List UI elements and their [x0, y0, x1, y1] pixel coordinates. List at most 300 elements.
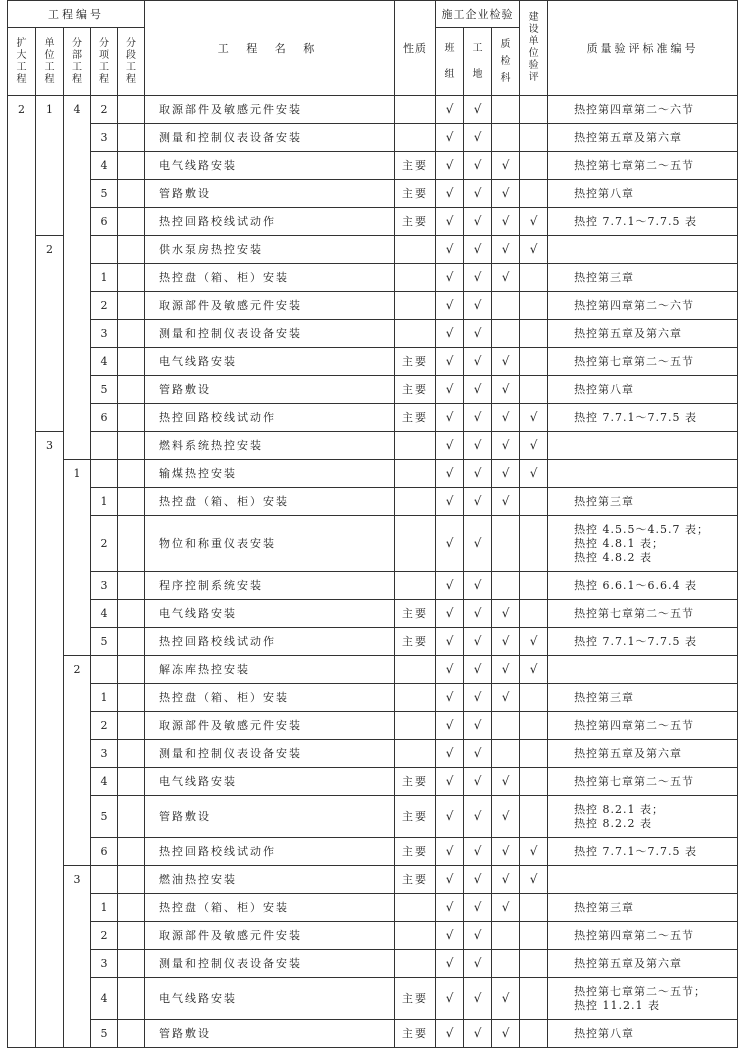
code-unit [36, 1020, 64, 1048]
code-division: 1 [64, 460, 91, 488]
nature [395, 124, 436, 152]
check-qc [492, 292, 520, 320]
code-unit [36, 264, 64, 292]
table-row [8, 348, 738, 376]
code-division [64, 488, 91, 516]
project-name: 测量和控制仪表设备安装 [145, 950, 395, 978]
code-item: 3 [91, 124, 118, 152]
check-site: √ [464, 236, 492, 264]
check-qc: √ [492, 460, 520, 488]
code-unit [36, 600, 64, 628]
code-unit [36, 628, 64, 656]
check-qc [492, 950, 520, 978]
header-code-group: 工程编号 [8, 1, 145, 28]
table-row [8, 978, 738, 1020]
nature [395, 740, 436, 768]
standard-ref: 热控第三章 [548, 488, 738, 516]
table-row [8, 432, 738, 460]
project-name: 物位和称重仪表安装 [145, 516, 395, 572]
check-qc [492, 740, 520, 768]
check-team: √ [436, 320, 464, 348]
code-item: 4 [91, 348, 118, 376]
check-owner [520, 740, 548, 768]
standard-ref: 热控第五章及第六章 [548, 740, 738, 768]
code-expand [8, 838, 36, 866]
check-owner: √ [520, 656, 548, 684]
code-section [118, 796, 145, 838]
code-expand [8, 600, 36, 628]
code-unit [36, 320, 64, 348]
code-division [64, 796, 91, 838]
header-team: 班组 [436, 28, 464, 96]
code-section [118, 152, 145, 180]
code-division [64, 208, 91, 236]
check-site: √ [464, 264, 492, 292]
project-name: 电气线路安装 [145, 152, 395, 180]
code-section [118, 432, 145, 460]
table-row [8, 656, 738, 684]
code-section [118, 516, 145, 572]
standard-ref: 热控第四章第二～五节 [548, 922, 738, 950]
check-site: √ [464, 922, 492, 950]
nature [395, 320, 436, 348]
table-row [8, 740, 738, 768]
table-row [8, 950, 738, 978]
check-team: √ [436, 768, 464, 796]
check-team: √ [436, 1020, 464, 1048]
code-division [64, 740, 91, 768]
code-section [118, 236, 145, 264]
table-row [8, 838, 738, 866]
header-project-name: 工 程 名 称 [145, 1, 395, 96]
code-section [118, 180, 145, 208]
nature [395, 684, 436, 712]
check-owner [520, 96, 548, 124]
code-item [91, 866, 118, 894]
project-name: 热控回路校线试动作 [145, 838, 395, 866]
check-owner [520, 124, 548, 152]
code-section [118, 460, 145, 488]
code-expand: 2 [8, 96, 36, 124]
code-item: 2 [91, 712, 118, 740]
check-site: √ [464, 376, 492, 404]
code-item: 5 [91, 796, 118, 838]
table-row [8, 1020, 738, 1048]
check-team: √ [436, 292, 464, 320]
check-site: √ [464, 208, 492, 236]
check-team: √ [436, 978, 464, 1020]
standard-ref: 热控第五章及第六章 [548, 950, 738, 978]
code-section [118, 348, 145, 376]
standard-ref [548, 866, 738, 894]
engineering-division-table [7, 0, 738, 1048]
code-item: 3 [91, 950, 118, 978]
code-expand [8, 866, 36, 894]
code-item [91, 236, 118, 264]
project-name: 热控盘（箱、柜）安装 [145, 684, 395, 712]
header-construction-group: 施工企业检验 [436, 1, 520, 28]
code-division [64, 572, 91, 600]
project-name: 供水泵房热控安装 [145, 236, 395, 264]
code-section [118, 712, 145, 740]
nature: 主要 [395, 152, 436, 180]
code-division [64, 376, 91, 404]
code-division: 4 [64, 96, 91, 124]
project-name: 燃料系统热控安装 [145, 432, 395, 460]
code-section [118, 922, 145, 950]
code-item [91, 460, 118, 488]
check-qc: √ [492, 600, 520, 628]
check-site: √ [464, 488, 492, 516]
project-name: 测量和控制仪表设备安装 [145, 124, 395, 152]
check-qc: √ [492, 376, 520, 404]
code-section [118, 838, 145, 866]
standard-ref: 热控第三章 [548, 894, 738, 922]
code-unit [36, 180, 64, 208]
check-team: √ [436, 348, 464, 376]
standard-ref: 热控第七章第二～五节 [548, 348, 738, 376]
table-row [8, 712, 738, 740]
code-expand [8, 292, 36, 320]
code-unit [36, 348, 64, 376]
header-section-project: 分段工程 [118, 28, 145, 96]
check-owner [520, 516, 548, 572]
code-unit: 3 [36, 432, 64, 460]
nature [395, 922, 436, 950]
project-name: 程序控制系统安装 [145, 572, 395, 600]
check-team: √ [436, 96, 464, 124]
code-unit [36, 488, 64, 516]
code-section [118, 488, 145, 516]
code-item [91, 656, 118, 684]
table-row [8, 796, 738, 838]
code-section [118, 768, 145, 796]
table-row [8, 180, 738, 208]
check-site: √ [464, 656, 492, 684]
check-qc: √ [492, 656, 520, 684]
code-expand [8, 208, 36, 236]
code-item: 4 [91, 978, 118, 1020]
table-row [8, 264, 738, 292]
check-owner [520, 950, 548, 978]
code-item: 6 [91, 208, 118, 236]
check-owner [520, 572, 548, 600]
code-expand [8, 152, 36, 180]
code-expand [8, 488, 36, 516]
nature: 主要 [395, 376, 436, 404]
nature [395, 572, 436, 600]
code-item: 1 [91, 264, 118, 292]
check-owner [520, 376, 548, 404]
check-site: √ [464, 572, 492, 600]
project-name: 燃油热控安装 [145, 866, 395, 894]
check-qc: √ [492, 180, 520, 208]
code-expand [8, 894, 36, 922]
code-unit [36, 740, 64, 768]
check-owner: √ [520, 866, 548, 894]
check-owner [520, 894, 548, 922]
code-division: 2 [64, 656, 91, 684]
check-team: √ [436, 124, 464, 152]
check-qc: √ [492, 684, 520, 712]
code-division [64, 894, 91, 922]
check-owner [520, 600, 548, 628]
check-owner [520, 684, 548, 712]
check-qc: √ [492, 432, 520, 460]
header-division-project: 分部工程 [64, 28, 91, 96]
code-expand [8, 978, 36, 1020]
check-owner [520, 320, 548, 348]
code-section [118, 740, 145, 768]
project-name: 管路敷设 [145, 180, 395, 208]
code-unit [36, 838, 64, 866]
code-section [118, 96, 145, 124]
project-name: 电气线路安装 [145, 768, 395, 796]
code-unit [36, 950, 64, 978]
table-row [8, 488, 738, 516]
check-owner: √ [520, 432, 548, 460]
standard-ref: 热控 7.7.1～7.7.5 表 [548, 208, 738, 236]
check-site: √ [464, 740, 492, 768]
code-division [64, 978, 91, 1020]
code-division [64, 628, 91, 656]
code-unit [36, 572, 64, 600]
check-site: √ [464, 978, 492, 1020]
table-row [8, 600, 738, 628]
code-division [64, 1020, 91, 1048]
check-owner [520, 978, 548, 1020]
table-row [8, 572, 738, 600]
check-site: √ [464, 768, 492, 796]
standard-ref: 热控第八章 [548, 376, 738, 404]
check-site: √ [464, 684, 492, 712]
code-unit [36, 684, 64, 712]
check-team: √ [436, 866, 464, 894]
code-division [64, 404, 91, 432]
table-row [8, 404, 738, 432]
check-site: √ [464, 320, 492, 348]
check-site: √ [464, 460, 492, 488]
check-qc [492, 516, 520, 572]
nature: 主要 [395, 768, 436, 796]
code-division [64, 292, 91, 320]
nature [395, 292, 436, 320]
code-expand [8, 922, 36, 950]
code-section [118, 124, 145, 152]
check-owner [520, 152, 548, 180]
table-row [8, 292, 738, 320]
project-name: 热控回路校线试动作 [145, 208, 395, 236]
code-expand [8, 628, 36, 656]
code-section [118, 866, 145, 894]
standard-ref: 热控第八章 [548, 1020, 738, 1048]
table-row [8, 96, 738, 124]
code-expand [8, 712, 36, 740]
check-owner [520, 348, 548, 376]
table-row [8, 628, 738, 656]
code-section [118, 292, 145, 320]
check-site: √ [464, 152, 492, 180]
standard-ref: 热控 7.7.1～7.7.5 表 [548, 628, 738, 656]
nature: 主要 [395, 1020, 436, 1048]
code-item: 4 [91, 152, 118, 180]
check-site: √ [464, 516, 492, 572]
code-expand [8, 376, 36, 404]
project-name: 热控回路校线试动作 [145, 628, 395, 656]
code-division: 3 [64, 866, 91, 894]
check-qc [492, 712, 520, 740]
check-team: √ [436, 432, 464, 460]
check-qc [492, 96, 520, 124]
standard-ref: 热控第七章第二～五节 [548, 768, 738, 796]
nature [395, 96, 436, 124]
check-owner [520, 796, 548, 838]
code-division [64, 712, 91, 740]
check-team: √ [436, 376, 464, 404]
table-row [8, 768, 738, 796]
check-qc [492, 572, 520, 600]
check-site: √ [464, 600, 492, 628]
table-row [8, 922, 738, 950]
check-qc: √ [492, 348, 520, 376]
code-division [64, 124, 91, 152]
header-standard: 质量验评标准编号 [548, 1, 738, 96]
code-unit [36, 516, 64, 572]
code-item: 6 [91, 404, 118, 432]
code-unit [36, 866, 64, 894]
check-owner: √ [520, 236, 548, 264]
code-unit [36, 656, 64, 684]
check-team: √ [436, 796, 464, 838]
project-name: 取源部件及敏感元件安装 [145, 292, 395, 320]
project-name: 热控回路校线试动作 [145, 404, 395, 432]
code-expand [8, 124, 36, 152]
check-team: √ [436, 656, 464, 684]
code-unit [36, 978, 64, 1020]
check-team: √ [436, 684, 464, 712]
check-team: √ [436, 922, 464, 950]
check-qc: √ [492, 978, 520, 1020]
project-name: 热控盘（箱、柜）安装 [145, 264, 395, 292]
project-name: 电气线路安装 [145, 600, 395, 628]
check-qc: √ [492, 866, 520, 894]
check-site: √ [464, 796, 492, 838]
code-expand [8, 768, 36, 796]
check-site: √ [464, 894, 492, 922]
project-name: 测量和控制仪表设备安装 [145, 740, 395, 768]
code-division [64, 922, 91, 950]
code-expand [8, 796, 36, 838]
check-site: √ [464, 866, 492, 894]
check-owner [520, 264, 548, 292]
project-name: 解冻库热控安装 [145, 656, 395, 684]
standard-ref: 热控第五章及第六章 [548, 320, 738, 348]
code-division [64, 320, 91, 348]
standard-ref: 热控第四章第二～六节 [548, 96, 738, 124]
project-name: 测量和控制仪表设备安装 [145, 320, 395, 348]
project-name: 取源部件及敏感元件安装 [145, 922, 395, 950]
check-qc [492, 320, 520, 348]
document-page [7, 0, 737, 1048]
standard-ref: 热控 7.7.1～7.7.5 表 [548, 404, 738, 432]
check-site: √ [464, 712, 492, 740]
code-item: 1 [91, 684, 118, 712]
project-name: 热控盘（箱、柜）安装 [145, 894, 395, 922]
code-item: 3 [91, 740, 118, 768]
code-section [118, 404, 145, 432]
check-qc: √ [492, 264, 520, 292]
header-owner-check: 建设单位验评 [520, 1, 548, 96]
check-team: √ [436, 838, 464, 866]
check-team: √ [436, 460, 464, 488]
table-row [8, 376, 738, 404]
code-item: 5 [91, 376, 118, 404]
check-owner: √ [520, 838, 548, 866]
check-team: √ [436, 264, 464, 292]
code-unit [36, 292, 64, 320]
nature: 主要 [395, 208, 436, 236]
code-section [118, 684, 145, 712]
check-team: √ [436, 236, 464, 264]
check-team: √ [436, 712, 464, 740]
code-division [64, 432, 91, 460]
header-item-project: 分项工程 [91, 28, 118, 96]
code-section [118, 208, 145, 236]
standard-ref: 热控第三章 [548, 684, 738, 712]
nature: 主要 [395, 978, 436, 1020]
code-item: 1 [91, 894, 118, 922]
standard-ref [548, 460, 738, 488]
code-item: 4 [91, 768, 118, 796]
check-site: √ [464, 838, 492, 866]
nature: 主要 [395, 796, 436, 838]
table-row [8, 124, 738, 152]
code-item: 3 [91, 320, 118, 348]
check-team: √ [436, 488, 464, 516]
code-section [118, 894, 145, 922]
standard-ref: 热控 4.5.5～4.5.7 表； 热控 4.8.1 表； 热控 4.8.2 表 [548, 516, 738, 572]
check-team: √ [436, 404, 464, 432]
check-qc: √ [492, 628, 520, 656]
code-item: 5 [91, 628, 118, 656]
standard-ref: 热控 7.7.1～7.7.5 表 [548, 838, 738, 866]
nature: 主要 [395, 348, 436, 376]
check-owner: √ [520, 460, 548, 488]
code-expand [8, 656, 36, 684]
standard-ref: 热控第四章第二～六节 [548, 292, 738, 320]
nature: 主要 [395, 838, 436, 866]
check-qc: √ [492, 208, 520, 236]
code-unit: 1 [36, 96, 64, 124]
code-item: 2 [91, 96, 118, 124]
code-unit [36, 208, 64, 236]
check-team: √ [436, 894, 464, 922]
code-item: 3 [91, 572, 118, 600]
check-team: √ [436, 950, 464, 978]
check-team: √ [436, 208, 464, 236]
standard-ref: 热控第三章 [548, 264, 738, 292]
project-name: 管路敷设 [145, 1020, 395, 1048]
project-name: 管路敷设 [145, 376, 395, 404]
check-team: √ [436, 740, 464, 768]
nature [395, 950, 436, 978]
code-section [118, 376, 145, 404]
project-name: 取源部件及敏感元件安装 [145, 96, 395, 124]
check-qc [492, 922, 520, 950]
check-qc [492, 124, 520, 152]
standard-ref [548, 656, 738, 684]
check-site: √ [464, 292, 492, 320]
